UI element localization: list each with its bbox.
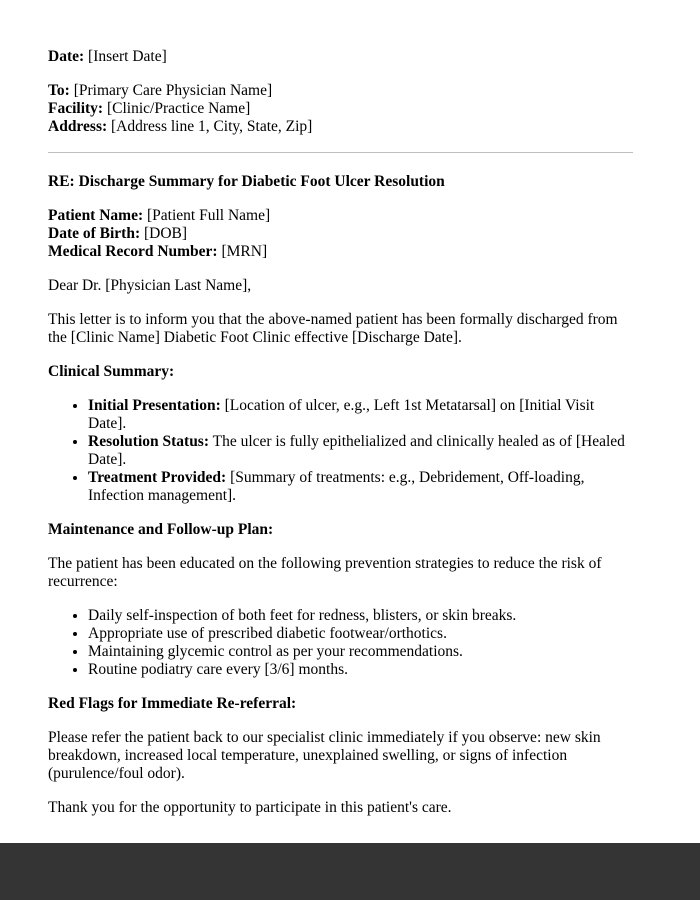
clinical-item-label: Treatment Provided: — [88, 469, 227, 486]
maintenance-list — [48, 607, 633, 679]
salutation: Dear Dr. [Physician Last Name], — [48, 277, 252, 294]
clinical-item-label: Resolution Status: — [88, 433, 210, 450]
mrn-label: Medical Record Number: — [48, 243, 218, 260]
facility-line — [48, 100, 633, 118]
patient-name-label: Patient Name: — [48, 207, 144, 224]
address-label: Address: — [48, 118, 108, 135]
maintenance-item: • Routine podiatry care every [3/6] months. — [88, 661, 633, 679]
to-line — [48, 82, 633, 100]
mrn-value: [MRN] — [217, 243, 268, 260]
red-flags-heading: Red Flags for Immediate Re-referral: — [48, 695, 297, 712]
recipient-block — [48, 82, 633, 136]
clinical-item-value: The ulcer is fully epithelialized and clinically healed as of [Healed Date]. — [88, 433, 625, 468]
patient-block — [48, 207, 633, 261]
patient-name-value: [Patient Full Name] — [143, 207, 271, 224]
to-value: [Primary Care Physician Name] — [69, 82, 273, 99]
clinical-summary-list — [48, 397, 633, 505]
intro-paragraph: This letter is to inform you that the above-named patient has been formally discharged from the [Clinic Name] Diabetic Foot Clinic effective [Discharge Date]. — [48, 311, 618, 346]
maintenance-heading: Maintenance and Follow-up Plan: — [48, 521, 274, 538]
subject-line: RE: Discharge Summary for Diabetic Foot Ulcer Resolution — [48, 173, 445, 190]
red-flags-paragraph: Please refer the patient back to our specialist clinic immediately if you observe: new skin breakdown, increased local temperature, unexplained swelling, or signs of infection (purulence/foul odor). — [48, 729, 601, 782]
clinical-item-value: [Summary of treatments: e.g., Debridement, Off-loading, Infection management]. — [88, 469, 585, 504]
date-line — [48, 48, 633, 66]
clinical-summary-item — [88, 433, 633, 469]
date-value: [Insert Date] — [84, 48, 167, 65]
date-label: Date: — [48, 48, 85, 65]
facility-value: [Clinic/Practice Name] — [103, 100, 251, 117]
viewer-bottom-bar — [0, 843, 700, 900]
mrn-line — [48, 243, 633, 261]
clinical-item-value: [Location of ulcer, e.g., Left 1st Metatarsal] on [Initial Visit Date]. — [88, 397, 595, 432]
clinical-summary-heading: Clinical Summary: — [48, 363, 175, 380]
clinical-item-label: Initial Presentation: — [88, 397, 221, 414]
to-label: To: — [48, 82, 70, 99]
maintenance-item: • Maintaining glycemic control as per your recommendations. — [88, 643, 633, 661]
maintenance-intro: The patient has been educated on the following prevention strategies to reduce the risk of recurrence: — [48, 555, 602, 590]
maintenance-item: • Daily self-inspection of both feet for redness, blisters, or skin breaks. — [88, 607, 633, 625]
dob-label: Date of Birth: — [48, 225, 141, 242]
divider — [48, 152, 633, 153]
closing-paragraph-clipped: Thank you for the opportunity to participate in this patient's care. — [48, 799, 452, 816]
address-line — [48, 118, 633, 136]
facility-label: Facility: — [48, 100, 104, 117]
dob-value: [DOB] — [140, 225, 188, 242]
address-value: [Address line 1, City, State, Zip] — [107, 118, 313, 135]
clinical-summary-item — [88, 397, 633, 433]
maintenance-item: • Appropriate use of prescribed diabetic footwear/orthotics. — [88, 625, 633, 643]
clinical-summary-item — [88, 469, 633, 505]
dob-line — [48, 225, 633, 243]
letter-content — [48, 0, 633, 816]
patient-name-line — [48, 207, 633, 225]
